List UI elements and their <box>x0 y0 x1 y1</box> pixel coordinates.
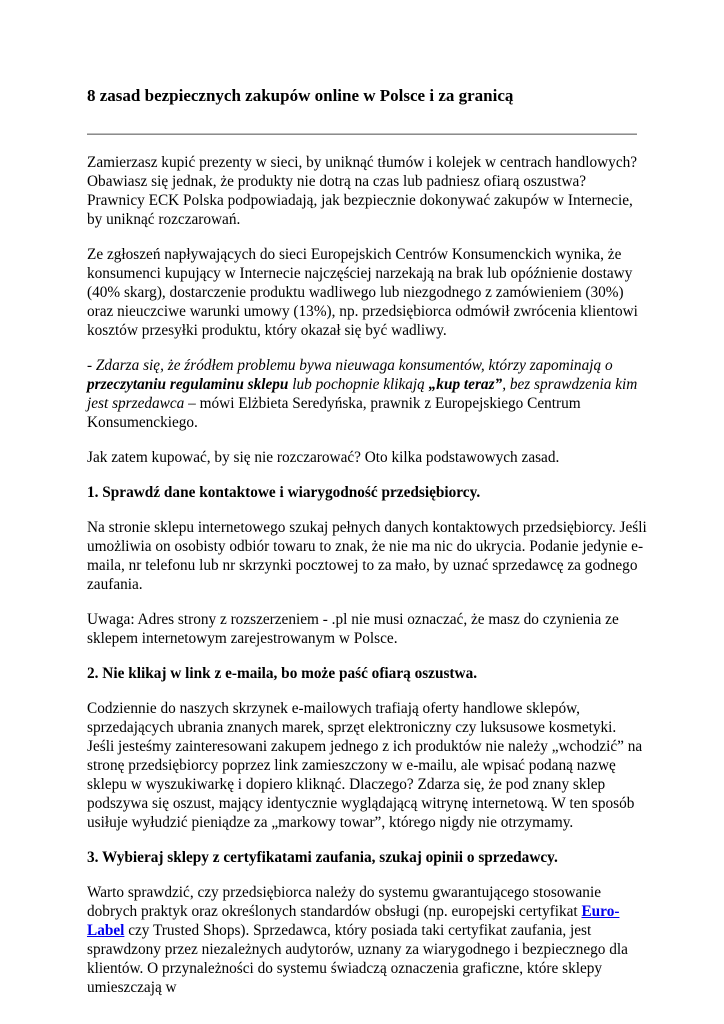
quote-attribution: – mówi Elżbieta Seredyńska, prawnik z Europejskiego Centrum Konsumenckiego. <box>87 395 581 431</box>
section-3-text-before-link: Warto sprawdzić, czy przedsiębiorca należy do systemu gwarantującego stosowanie dobrych praktyk oraz określonych standardów obsługi (np. europejski certyfikat <box>87 884 601 920</box>
document-title: 8 zasad bezpiecznych zakupów online w Polsce i za granicą <box>87 86 514 105</box>
section-2-paragraph-1: Codziennie do naszych skrzynek e-mailowych trafiają oferty handlowe sklepów, sprzedających ubrania znanych marek, sprzęt elektroniczny czy luksusowe kosmetyki. Jeśli jesteśmy zainteresowani zakupem jednego z ich produktów nie należy „wchodzić” na stronę przedsiębiorcy poprzez link zamieszczony w e-mailu, ale wpisać podaną nazwę sklepu w wyszukiwarkę i dopiero kliknąć. Dlaczego? Zdarza się, że pod znany sklep podszywa się oszust, mający identycznie wyglądającą witrynę internetową. W ten sposób usiłuje wyłudzić pieniądze za „markowy towar”, którego nigdy nie otrzymamy. <box>87 700 643 831</box>
section-2-heading: 2. Nie klikaj w link z e-maila, bo może paść ofiarą oszustwa. <box>87 665 478 682</box>
euro-label-link[interactable]: Euro-Label <box>87 903 620 939</box>
quote-emphasis-rules: przeczytaniu regulaminu sklepu <box>87 376 289 393</box>
document-body <box>87 153 647 1013</box>
quote-text-1: - Zdarza się, że źródłem problemu bywa nieuwaga konsumentów, którzy zapominają o <box>87 357 613 374</box>
quote-text-2: lub pochopnie klikają <box>288 376 429 393</box>
intro-paragraph: Zamierzasz kupić prezenty w sieci, by uniknąć tłumów i kolejek w centrach handlowych? Obawiasz się jednak, że produkty nie dotrą na czas lub padniesz ofiarą oszustwa? Prawnicy ECK Polska podpowiadają, jak bezpiecznie dokonywać zakupów w Internecie, by uniknąć rozczarowań. <box>87 154 638 228</box>
section-1-paragraph-1: Na stronie sklepu internetowego szukaj pełnych danych kontaktowych przedsiębiorcy. Jeśli umożliwia on osobisty odbiór towaru to znak, że nie ma nic do ukrycia. Podanie jedynie e-maila, nr telefonu lub nr skrzynki pocztowej to za mało, by uznać sprzedawcę za godnego zaufania. <box>87 519 647 593</box>
quote-emphasis-buy-now: „kup teraz” <box>428 376 503 393</box>
lead-paragraph: Jak zatem kupować, by się nie rozczarować? Oto kilka podstawowych zasad. <box>87 449 560 466</box>
section-3-paragraph-1 <box>87 883 647 997</box>
section-1-paragraph-2: Uwaga: Adres strony z rozszerzeniem - .pl nie musi oznaczać, że masz do czynienia ze sklepem internetowym zarejestrowanym w Polsce. <box>87 611 619 647</box>
section-3-heading: 3. Wybieraj sklepy z certyfikatami zaufania, szukaj opinii o sprzedawcy. <box>87 849 558 866</box>
horizontal-rule <box>87 133 637 135</box>
statistics-paragraph: Ze zgłoszeń napływających do sieci Europejskich Centrów Konsumenckich wynika, że konsumenci kupujący w Internecie najczęściej narzekają na brak lub opóźnienie dostawy (40% skarg), dostarczenie produktu wadliwego lub niezgodnego z zamówieniem (30%) oraz nieuczciwe warunki umowy (13%), np. przedsiębiorca odmówił zwrócenia klientowi kosztów przesyłki produktu, który okazał się być wadliwy. <box>87 246 638 339</box>
quote-paragraph <box>87 356 647 432</box>
quote-text-3: , bez sprawdzenia kim jest sprzedawca <box>87 376 638 412</box>
section-3-text-after-link: czy Trusted Shops). Sprzedawca, który posiada taki certyfikat zaufania, jest sprawdzony przez niezależnych audytorów, uznany za wiarygodnego i bezpiecznego dla klientów. O przynależności do systemu świadczą oznaczenia graficzne, które sklepy umieszczają w <box>87 922 628 996</box>
section-1-heading: 1. Sprawdź dane kontaktowe i wiarygodność przedsiębiorcy. <box>87 484 481 501</box>
